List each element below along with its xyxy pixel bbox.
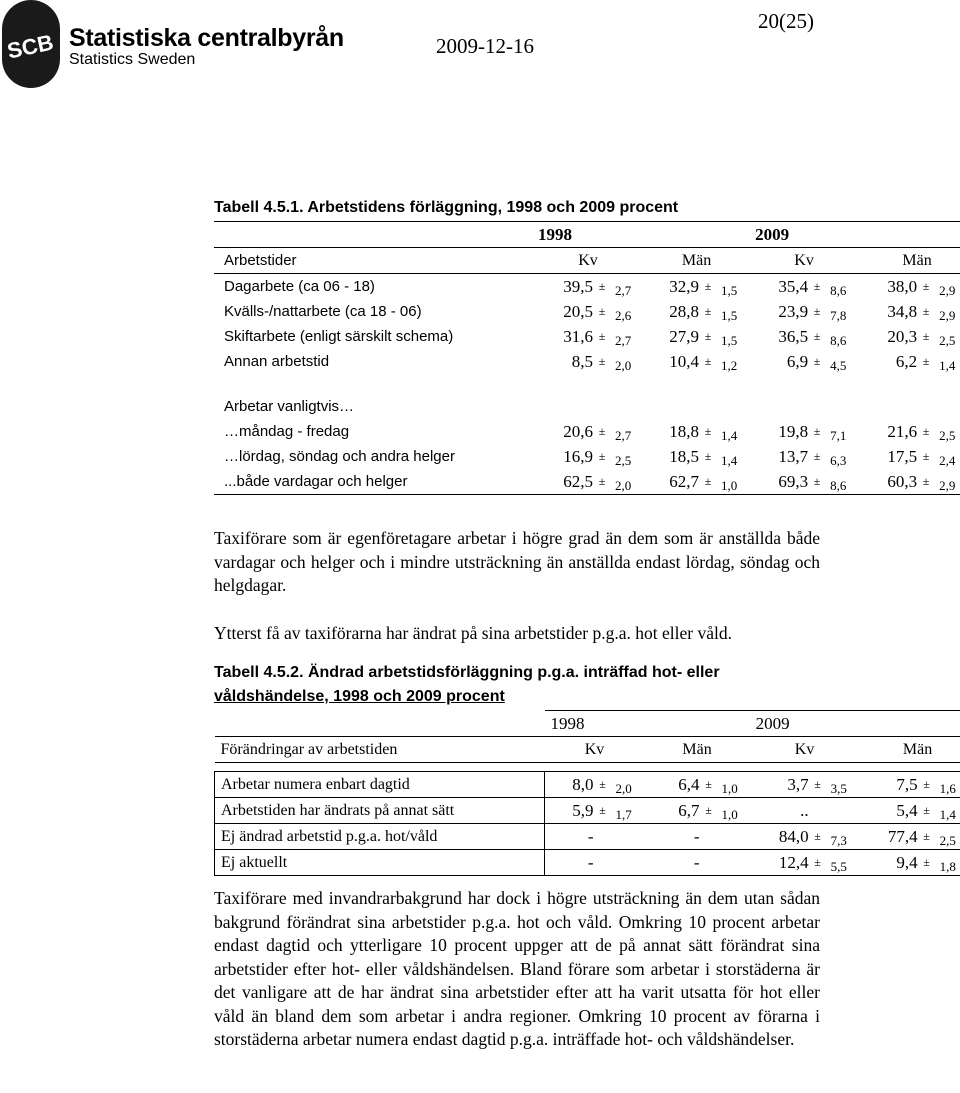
cell-error-margin: 2,5 (939, 333, 956, 348)
plus-minus-sign: ± (700, 798, 718, 824)
cell-value: 28,8 (669, 301, 699, 321)
cell-value: 34,8 (887, 301, 918, 321)
cell-value: 6,9 (786, 351, 809, 371)
plus-minus-sign: ± (598, 329, 606, 343)
cell-error-margin: 1,7 (612, 798, 645, 824)
cell-value: 10,4 (669, 351, 699, 371)
cell-error-margin: 7,1 (830, 428, 847, 443)
plus-minus-sign: ± (699, 469, 717, 495)
cell-value: 60,3 (859, 469, 917, 495)
cell-value: 6,7 (645, 798, 700, 824)
cell-value: - (645, 824, 700, 850)
plus-minus-sign: ± (598, 424, 606, 438)
cell-value: 20,5 (563, 301, 593, 321)
col-kv-1998: Kv (532, 248, 644, 274)
plus-minus-sign: ± (704, 279, 712, 293)
cell-error-margin: 1,0 (718, 772, 750, 798)
plus-minus-sign (700, 824, 718, 850)
cell-value: 17,5 (887, 446, 918, 466)
cell-error-margin: 1,4 (721, 428, 738, 443)
plus-minus-sign: ± (704, 354, 712, 368)
table-row (215, 850, 960, 876)
cell-error-margin (612, 824, 645, 850)
plus-minus-sign: ± (922, 304, 930, 318)
table-row (214, 469, 960, 495)
cell-value: 20,6 (563, 421, 593, 441)
cell-error-margin: 2,7 (615, 283, 632, 298)
document-date: 2009-12-16 (436, 34, 534, 58)
table2-body (215, 772, 960, 876)
cell-error-margin: 2,7 (615, 428, 632, 443)
col-kv-1998: Kv (545, 737, 645, 763)
table2-column-header (215, 737, 960, 763)
plus-minus-sign: ± (917, 469, 935, 495)
cell-error-margin: 6,3 (830, 453, 847, 468)
cell-value: 39,5 (563, 276, 593, 296)
cell-error-margin: 2,7 (615, 333, 632, 348)
row-label: …måndag - fredag (224, 423, 350, 440)
cell-value: 20,3 (887, 326, 918, 346)
col-man-1998: Män (645, 737, 750, 763)
cell-error-margin: 2,9 (939, 308, 956, 323)
col-man-2009: Män (860, 737, 960, 763)
plus-minus-sign: ± (813, 304, 821, 318)
row-header: Förändringar av arbetstiden (215, 737, 545, 763)
cell-value: 8,0 (545, 772, 594, 798)
plus-minus-sign (809, 798, 827, 824)
row-label: Arbetar numera enbart dagtid (215, 772, 545, 798)
plus-minus-sign: ± (808, 469, 826, 495)
plus-minus-sign: ± (704, 329, 712, 343)
paragraph-3: Taxiförare med invandrarbakgrund har dock i högre utsträckning än dem utan sådan bakgrund förändrat sina arbetstider p.g.a. hot och våld. Omkring 10 procent arbetar endast dagtid och ytterligare 10 procent uppger att de på annat sätt förändrat sina arbetstider efter hot- eller våldshändelsen. Bland förare som arbetar i storstäderna är det vanligare att de har ändrat sina arbetstider efter att ha varit utsatta för hot eller våld än bland dem som arbetar i andra regioner. Omkring 10 procent av förarna i storstäderna arbetar numera endast dagtid p.g.a. inträffade hot- och våldshändelser. (214, 888, 820, 1049)
plus-minus-sign: ± (922, 329, 930, 343)
cell-error-margin: 1,5 (721, 333, 738, 348)
cell-error-margin: 7,8 (830, 308, 847, 323)
col-kv-2009: Kv (750, 737, 860, 763)
cell-error-margin: 2,9 (939, 283, 956, 298)
plus-minus-sign: ± (922, 279, 930, 293)
cell-value: 8,5 (571, 351, 593, 371)
cell-value: 35,4 (778, 276, 809, 296)
cell-value: 5,9 (545, 798, 594, 824)
cell-error-margin: 7,3 (827, 824, 860, 850)
plus-minus-sign: ± (598, 449, 606, 463)
plus-minus-sign (594, 850, 612, 876)
cell-error-margin: 1,0 (718, 798, 750, 824)
plus-minus-sign: ± (918, 850, 936, 876)
plus-minus-sign: ± (922, 449, 930, 463)
cell-error-margin: 8,6 (830, 283, 847, 298)
cell-error-margin (827, 798, 860, 824)
plus-minus-sign: ± (813, 354, 821, 368)
cell-error-margin: 2,5 (939, 428, 956, 443)
page-number: 20(25) (758, 9, 814, 33)
plus-minus-sign: ± (598, 354, 606, 368)
row-label: …lördag, söndag och andra helger (224, 448, 455, 465)
plus-minus-sign: ± (809, 850, 827, 876)
year-2009: 2009 (750, 711, 960, 737)
cell-value: 18,8 (669, 421, 699, 441)
plus-minus-sign: ± (704, 449, 712, 463)
row-header: Arbetstider (214, 248, 532, 274)
table1-body (214, 274, 960, 375)
cell-value: 62,7 (644, 469, 699, 495)
cell-error-margin: 2,0 (615, 358, 632, 373)
cell-value: .. (750, 798, 809, 824)
cell-error-margin (612, 850, 645, 876)
cell-value: 36,5 (778, 326, 809, 346)
plus-minus-sign: ± (813, 449, 821, 463)
cell-value: - (645, 850, 700, 876)
plus-minus-sign: ± (704, 304, 712, 318)
table2-year-header (215, 711, 960, 737)
cell-error-margin: 2,9 (935, 469, 960, 495)
cell-error-margin: 1,0 (717, 469, 749, 495)
plus-minus-sign: ± (922, 424, 930, 438)
row-label: Dagarbete (ca 06 - 18) (224, 278, 375, 295)
plus-minus-sign: ± (922, 354, 930, 368)
cell-value: 27,9 (669, 326, 699, 346)
cell-value: - (545, 824, 594, 850)
cell-value: 13,7 (778, 446, 809, 466)
cell-error-margin: 2,5 (615, 453, 632, 468)
cell-error-margin (718, 824, 750, 850)
row-label: Annan arbetstid (224, 353, 330, 370)
cell-value: 32,9 (669, 276, 699, 296)
cell-value: 9,4 (860, 850, 918, 876)
cell-error-margin: 1,2 (721, 358, 738, 373)
cell-error-margin: 2,0 (611, 469, 644, 495)
plus-minus-sign: ± (598, 279, 606, 293)
table-row (214, 299, 960, 324)
cell-value: 21,6 (887, 421, 918, 441)
plus-minus-sign: ± (598, 304, 606, 318)
table-row (214, 324, 960, 349)
cell-value: 12,4 (750, 850, 809, 876)
paragraph-2: Ytterst få av taxiförarna har ändrat på sina arbetstider p.g.a. hot eller våld. (214, 623, 732, 643)
cell-error-margin: 1,5 (721, 308, 738, 323)
cell-error-margin: 1,5 (721, 283, 738, 298)
cell-error-margin: 1,4 (721, 453, 738, 468)
plus-minus-sign: ± (918, 824, 936, 850)
plus-minus-sign (594, 824, 612, 850)
scb-logo (2, 0, 60, 88)
table1-group-label-row (214, 394, 960, 419)
paragraph-1: Taxiförare som är egenföretagare arbetar i högre grad än dem som är anställda både vardagar och helger och i mindre utsträckning än anställda endast lördag, söndag och helgdagar. (214, 528, 820, 595)
cell-value: 62,5 (532, 469, 593, 495)
cell-value: 7,5 (860, 772, 918, 798)
table-row (214, 419, 960, 444)
table2 (214, 710, 960, 876)
plus-minus-sign: ± (700, 772, 718, 798)
cell-value: 69,3 (749, 469, 808, 495)
cell-error-margin: 1,4 (939, 358, 956, 373)
year-1998: 1998 (545, 711, 750, 737)
cell-error-margin: 2,5 (936, 824, 960, 850)
table-row (215, 772, 960, 798)
table-row (215, 798, 960, 824)
cell-error-margin: 4,5 (830, 358, 847, 373)
row-label: Kvälls-/nattarbete (ca 18 - 06) (224, 303, 422, 320)
cell-error-margin (718, 850, 750, 876)
org-subtitle: Statistics Sweden (69, 51, 196, 68)
plus-minus-sign: ± (593, 469, 611, 495)
cell-error-margin: 3,5 (827, 772, 860, 798)
table-row (215, 824, 960, 850)
cell-value: 6,2 (895, 351, 918, 371)
cell-error-margin: 1,6 (936, 772, 960, 798)
table1-column-header (214, 248, 960, 274)
table1 (214, 221, 960, 495)
cell-error-margin: 2,6 (615, 308, 632, 323)
cell-value: 6,4 (645, 772, 700, 798)
table-row (214, 349, 960, 374)
cell-error-margin: 1,8 (936, 850, 960, 876)
plus-minus-sign: ± (813, 424, 821, 438)
plus-minus-sign: ± (594, 772, 612, 798)
table2-caption-line2: våldshändelse, 1998 och 2009 procent (214, 688, 505, 705)
plus-minus-sign: ± (813, 279, 821, 293)
table-row (214, 444, 960, 469)
table-row (214, 274, 960, 300)
cell-value: 19,8 (778, 421, 809, 441)
cell-error-margin: 8,6 (830, 333, 847, 348)
plus-minus-sign: ± (918, 772, 936, 798)
svg-text:SCB: SCB (4, 29, 56, 64)
org-name: Statistiska centralbyrån (69, 24, 344, 52)
col-man-2009: Män (859, 248, 960, 274)
cell-error-margin: 1,4 (936, 798, 960, 824)
plus-minus-sign: ± (594, 798, 612, 824)
cell-value: 16,9 (563, 446, 593, 466)
year-2009: 2009 (749, 222, 960, 248)
cell-value: 31,6 (563, 326, 593, 346)
table1-caption: Tabell 4.5.1. Arbetstidens förläggning, 1998 och 2009 procent (214, 199, 679, 216)
row-label: Ej ändrad arbetstid p.g.a. hot/våld (215, 824, 545, 850)
table1-year-header (214, 222, 960, 248)
cell-value: 5,4 (860, 798, 918, 824)
plus-minus-sign: ± (809, 772, 827, 798)
cell-error-margin: 5,5 (827, 850, 860, 876)
cell-value: 23,9 (778, 301, 809, 321)
row-label: Ej aktuellt (215, 850, 545, 876)
cell-value: 84,0 (750, 824, 809, 850)
cell-error-margin: 8,6 (826, 469, 859, 495)
cell-value: - (545, 850, 594, 876)
row-label: Arbetstiden har ändrats på annat sätt (215, 798, 545, 824)
plus-minus-sign: ± (704, 424, 712, 438)
cell-value: 77,4 (860, 824, 918, 850)
cell-error-margin: 2,4 (939, 453, 956, 468)
cell-value: 18,5 (669, 446, 699, 466)
row-label: ...både vardagar och helger (214, 469, 532, 495)
row-label: Skiftarbete (enligt särskilt schema) (224, 328, 454, 345)
table2-caption-line1: Tabell 4.5.2. Ändrad arbetstidsförläggning p.g.a. inträffad hot- eller (214, 664, 720, 681)
group-label: Arbetar vanligtvis… (224, 398, 355, 415)
plus-minus-sign: ± (918, 798, 936, 824)
table1-group-body (214, 419, 960, 495)
year-1998: 1998 (532, 222, 749, 248)
col-kv-2009: Kv (749, 248, 859, 274)
plus-minus-sign (700, 850, 718, 876)
cell-value: 38,0 (887, 276, 918, 296)
col-man-1998: Män (644, 248, 749, 274)
plus-minus-sign: ± (813, 329, 821, 343)
cell-value: 3,7 (750, 772, 809, 798)
plus-minus-sign: ± (809, 824, 827, 850)
cell-error-margin: 2,0 (612, 772, 645, 798)
